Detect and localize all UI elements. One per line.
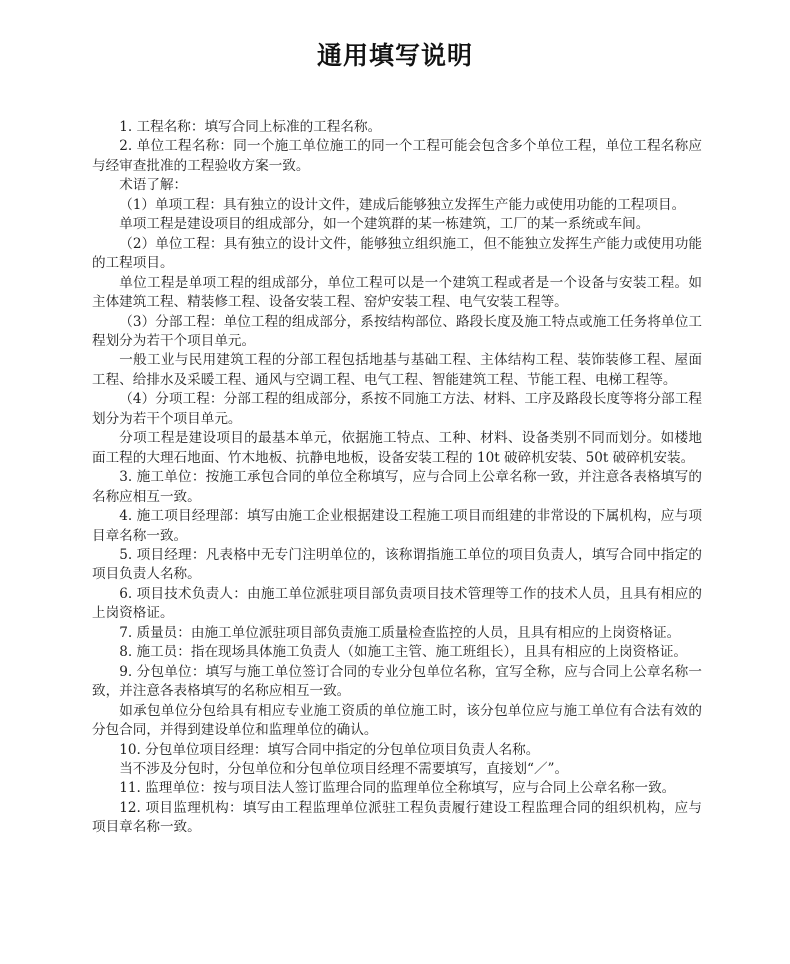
paragraph: （1）单项工程：具有独立的设计文件，建成后能够独立发挥生产能力或使用功能的工程项目。 bbox=[119, 196, 686, 213]
paragraph: 一般工业与民用建筑工程的分部工程包括地基与基础工程、主体结构工程、装饰装修工程、屋面工程、给排水及采暖工程、通风与空调工程、电气工程、智能建筑工程、节能工程、电梯工程等。 bbox=[92, 352, 702, 388]
paragraph: 9. 分包单位：填写与施工单位签订合同的专业分包单位名称，宜写全称，应与合同上公章名称一致，并注意各表格填写的名称应相互一致。 bbox=[92, 663, 702, 700]
paragraph: （3）分部工程：单位工程的组成部分，系按结构部位、路段长度及施工特点或施工任务将单位工程划分为若干个项目单元。 bbox=[92, 313, 702, 349]
paragraph: 3. 施工单位：按施工承包合同的单位全称填写，应与合同上公章名称一致，并注意各表格填写的名称应相互一致。 bbox=[92, 469, 702, 505]
paragraph: 单项工程是建设项目的组成部分，如一个建筑群的某一栋建筑，工厂的某一系统或车间。 bbox=[119, 216, 650, 233]
paragraph: 2. 单位工程名称：同一个施工单位施工的同一个工程可能会包含多个单位工程，单位工程名称应与经审查批准的工程验收方案一致。 bbox=[92, 138, 702, 174]
paragraph: 8. 施工员：指在现场具体施工负责人（如施工主管、施工班组长），且具有相应的上岗资格证。 bbox=[119, 644, 688, 661]
paragraph: 术语了解： bbox=[119, 177, 188, 194]
paragraph: 11. 监理单位：按与项目法人签订监理合同的监理单位全称填写，应与合同上公章名称一致。 bbox=[119, 780, 676, 797]
paragraph: （4）分项工程：分部工程的组成部分，系按不同施工方法、材料、工序及路段长度等将分部工程划分为若干个项目单元。 bbox=[92, 391, 702, 427]
paragraph: 10. 分包单位项目经理：填写合同中指定的分包单位项目负责人名称。 bbox=[119, 741, 540, 758]
paragraph: 6. 项目技术负责人：由施工单位派驻项目部负责项目技术管理等工作的技术人员，且具有相应的上岗资格证。 bbox=[92, 585, 702, 622]
paragraph: （2）单位工程：具有独立的设计文件，能够独立组织施工，但不能独立发挥生产能力或使用功能的工程项目。 bbox=[92, 235, 702, 272]
paragraph: 12. 项目监理机构：填写由工程监理单位派驻工程负责履行建设工程监理合同的组织机构，应与项目章名称一致。 bbox=[92, 799, 702, 836]
paragraph: 当不涉及分包时，分包单位和分包单位项目经理不需要填写，直接划“／”。 bbox=[119, 760, 569, 777]
paragraph: 分项工程是建设项目的最基本单元，依据施工特点、工种、材料、设备类别不同而划分。如楼地面工程的大理石地面、竹木地板、抗静电地板，设备安装工程的 10t 破碎机安装、50t 破碎机安装。 bbox=[92, 430, 702, 466]
paragraph: 4. 施工项目经理部：填写由施工企业根据建设工程施工项目而组建的非常设的下属机构，应与项目章名称一致。 bbox=[92, 508, 702, 544]
page-title: 通用填写说明 bbox=[316, 41, 473, 70]
paragraph: 7. 质量员：由施工单位派驻项目部负责施工质量检查监控的人员，且具有相应的上岗资格证。 bbox=[119, 624, 681, 641]
paragraph: 单位工程是单项工程的组成部分，单位工程可以是一个建筑工程或者是一个设备与安装工程。如主体建筑工程、精装修工程、设备安装工程、窑炉安装工程、电气安装工程等。 bbox=[92, 274, 702, 311]
paragraph: 如承包单位分包给具有相应专业施工资质的单位施工时，该分包单位应与施工单位有合法有效的分包合同，并得到建设单位和监理单位的确认。 bbox=[92, 702, 702, 739]
document-body bbox=[92, 118, 702, 838]
paragraph: 1. 工程名称：填写合同上标准的工程名称。 bbox=[119, 119, 382, 135]
paragraph: 5. 项目经理：凡表格中无专门注明单位的，该称谓指施工单位的项目负责人，填写合同中指定的项目负责人名称。 bbox=[92, 546, 702, 583]
